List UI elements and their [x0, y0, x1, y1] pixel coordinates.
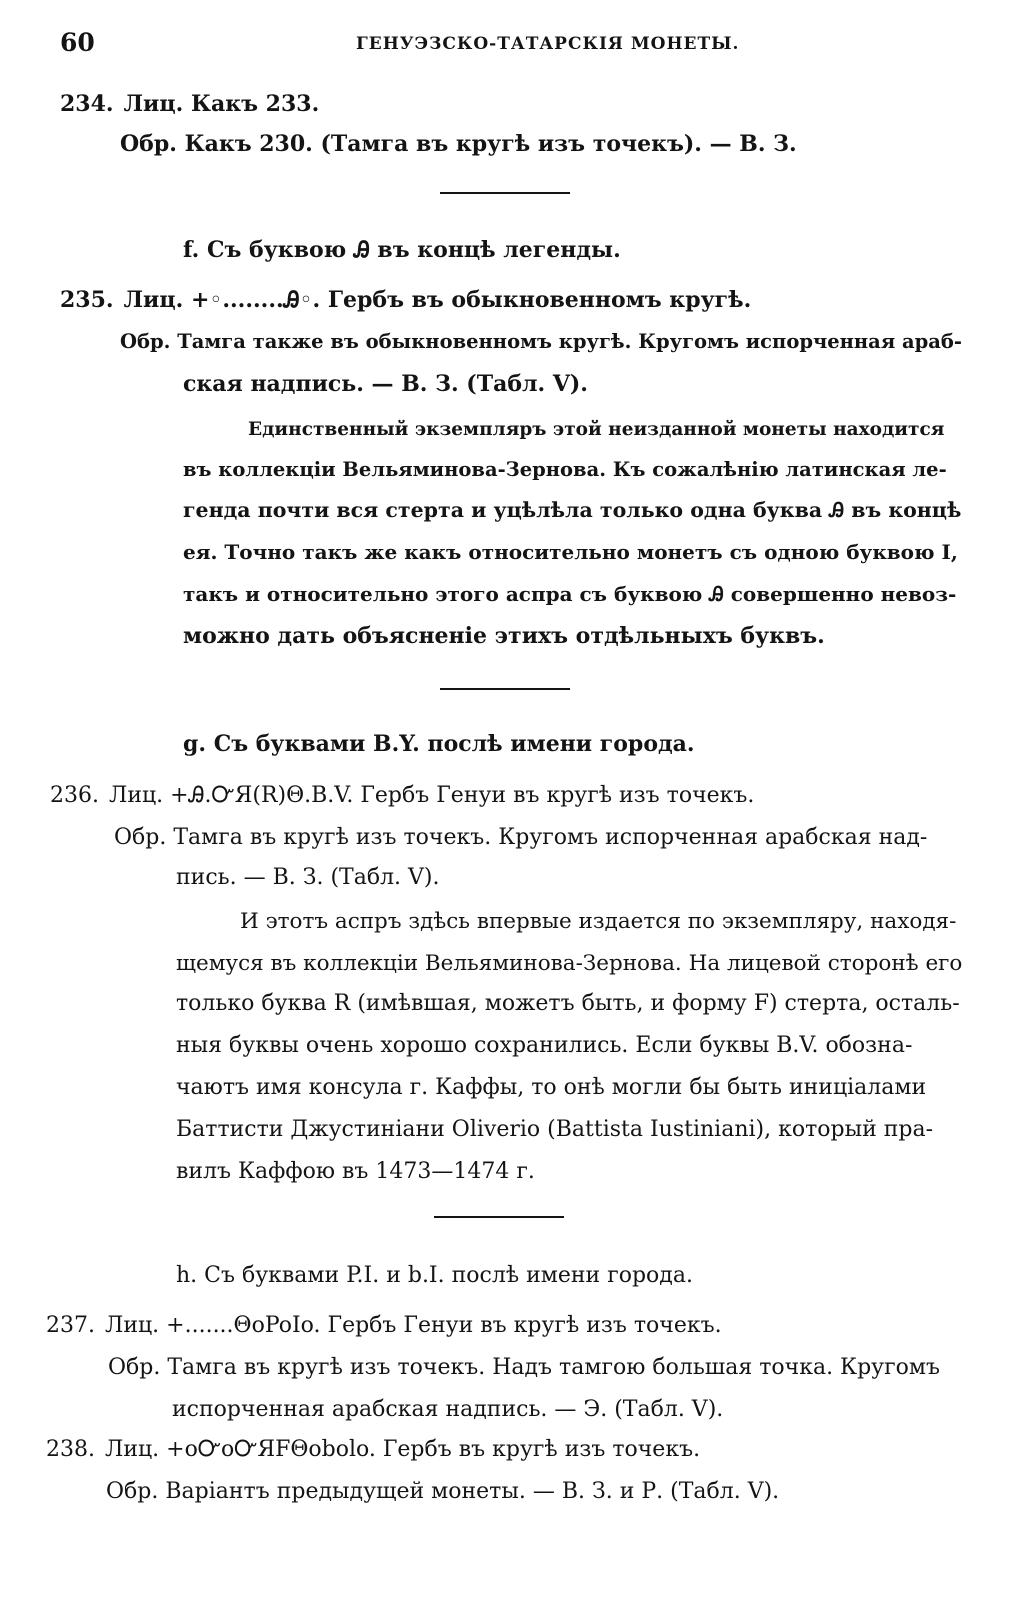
entry-238-obverse: [46, 1436, 700, 1464]
reverse-line: Тамга также въ обыкновенномъ кругѣ. Кругомъ испорченная араб-: [177, 330, 963, 353]
entry-236-obverse: [50, 782, 754, 810]
reverse-line: ская надпись. — В. З. (Табл. V).: [183, 371, 588, 397]
entry-234-reverse: [120, 130, 797, 158]
running-title: ГЕНУЭЗСКО-ТАТАРСКІЯ МОНЕТЫ.: [356, 34, 740, 54]
note-line: вилъ Каффою въ 1473—1474 г.: [176, 1159, 535, 1184]
entry-236-reverse: [114, 824, 927, 852]
note-line: такъ и относительно этого аспра съ буквою Ꭿ совершенно невоз-: [183, 582, 957, 606]
section-f-heading: f. Съ буквою Ꭿ въ концѣ легенды.: [183, 237, 621, 263]
obverse-text: +◦........Ꭿ◦. Гербъ въ обыкновенномъ кругѣ.: [190, 287, 752, 313]
reverse-text: Какъ 230. (Тамга въ кругѣ изъ точекъ). — В. З.: [184, 131, 797, 157]
obverse-text: +oᏅoᏅЯFΘobolo. Гербъ въ кругѣ изъ точекъ.: [166, 1437, 701, 1462]
section-g-heading: g. Съ буквами B.Y. послѣ имени города.: [183, 731, 695, 757]
obverse-text: Какъ 233.: [190, 91, 320, 117]
note-line: можно дать объясненіе этихъ отдѣльныхъ буквъ.: [183, 623, 825, 649]
note-line: въ коллекціи Вельяминова-Зернова. Къ сожалѣнію латинская ле-: [183, 458, 947, 481]
section-h-heading: h. Съ буквами P.I. и b.I. послѣ имени города.: [176, 1263, 693, 1288]
entry-number: 236.: [50, 783, 99, 808]
reverse-line: Тамга въ кругѣ изъ точекъ. Надъ тамгою большая точка. Кругомъ: [167, 1355, 940, 1380]
reverse-line: пись. — В. З. (Табл. V).: [176, 865, 440, 890]
obverse-label: Лиц.: [123, 287, 184, 313]
note-line: ея. Точно такъ же какъ относительно монетъ съ одною буквою I,: [183, 540, 958, 564]
note-line: Баттисти Джустиніани Oliverio (Battista Iustiniani), который пра-: [176, 1117, 934, 1142]
entry-238-reverse: [106, 1478, 779, 1506]
reverse-line: испорченная арабская надпись. — Э. (Табл. V).: [172, 1397, 724, 1422]
page-number: 60: [60, 28, 95, 57]
obverse-label: Лиц.: [104, 1437, 160, 1462]
reverse-text: Варіантъ предыдущей монеты. — В. З. и Р. (Табл. V).: [165, 1479, 780, 1504]
obverse-label: Лиц.: [104, 1313, 160, 1338]
entry-number: 237.: [46, 1313, 95, 1338]
entry-number: 234.: [60, 91, 114, 117]
entry-235-obverse: [60, 286, 751, 314]
reverse-label: Обр.: [120, 131, 177, 157]
entry-number: 235.: [60, 287, 114, 313]
entry-237-obverse: [46, 1312, 722, 1340]
reverse-label: Обр.: [114, 825, 167, 850]
running-header: [0, 24, 1022, 64]
entry-235-reverse: [120, 328, 962, 356]
note-line: чаютъ имя консула г. Каффы, то онѣ могли бы быть иниціалами: [176, 1075, 927, 1100]
reverse-label: Обр.: [106, 1479, 159, 1504]
reverse-label: Обр.: [120, 330, 171, 353]
entry-237-reverse: [108, 1354, 940, 1382]
section-divider: [434, 1216, 564, 1218]
entry-number: 238.: [46, 1437, 95, 1462]
section-divider: [440, 192, 570, 194]
obverse-label: Лиц.: [123, 91, 184, 117]
reverse-line: Тамга въ кругѣ изъ точекъ. Кругомъ испорченная арабская над-: [173, 825, 928, 850]
note-line: И этотъ аспръ здѣсь впервые издается по экземпляру, находя-: [240, 909, 957, 934]
obverse-label: Лиц.: [108, 783, 164, 808]
obverse-text: +.......ΘoPoIo. Гербъ Генуи въ кругѣ изъ точекъ.: [166, 1313, 722, 1338]
note-line: только буква R (имѣвшая, можетъ быть, и форму F) стерта, осталь-: [176, 991, 960, 1016]
reverse-label: Обр.: [108, 1355, 161, 1380]
note-line: щемуся въ коллекціи Вельяминова-Зернова. На лицевой сторонѣ его: [176, 951, 963, 976]
note-line: ныя буквы очень хорошо сохранились. Если буквы B.V. обозна-: [176, 1033, 913, 1058]
note-line: Единственный экземпляръ этой неизданной монеты находится: [248, 419, 945, 440]
obverse-text: +Ꭿ.ᏅЯ(R)Θ.B.V. Гербъ Генуи въ кругѣ изъ точекъ.: [170, 783, 755, 808]
note-line: генда почти вся стерта и уцѣлѣла только одна буква Ꭿ въ концѣ: [183, 498, 962, 522]
section-divider: [440, 688, 570, 690]
entry-234-obverse: [60, 90, 319, 118]
